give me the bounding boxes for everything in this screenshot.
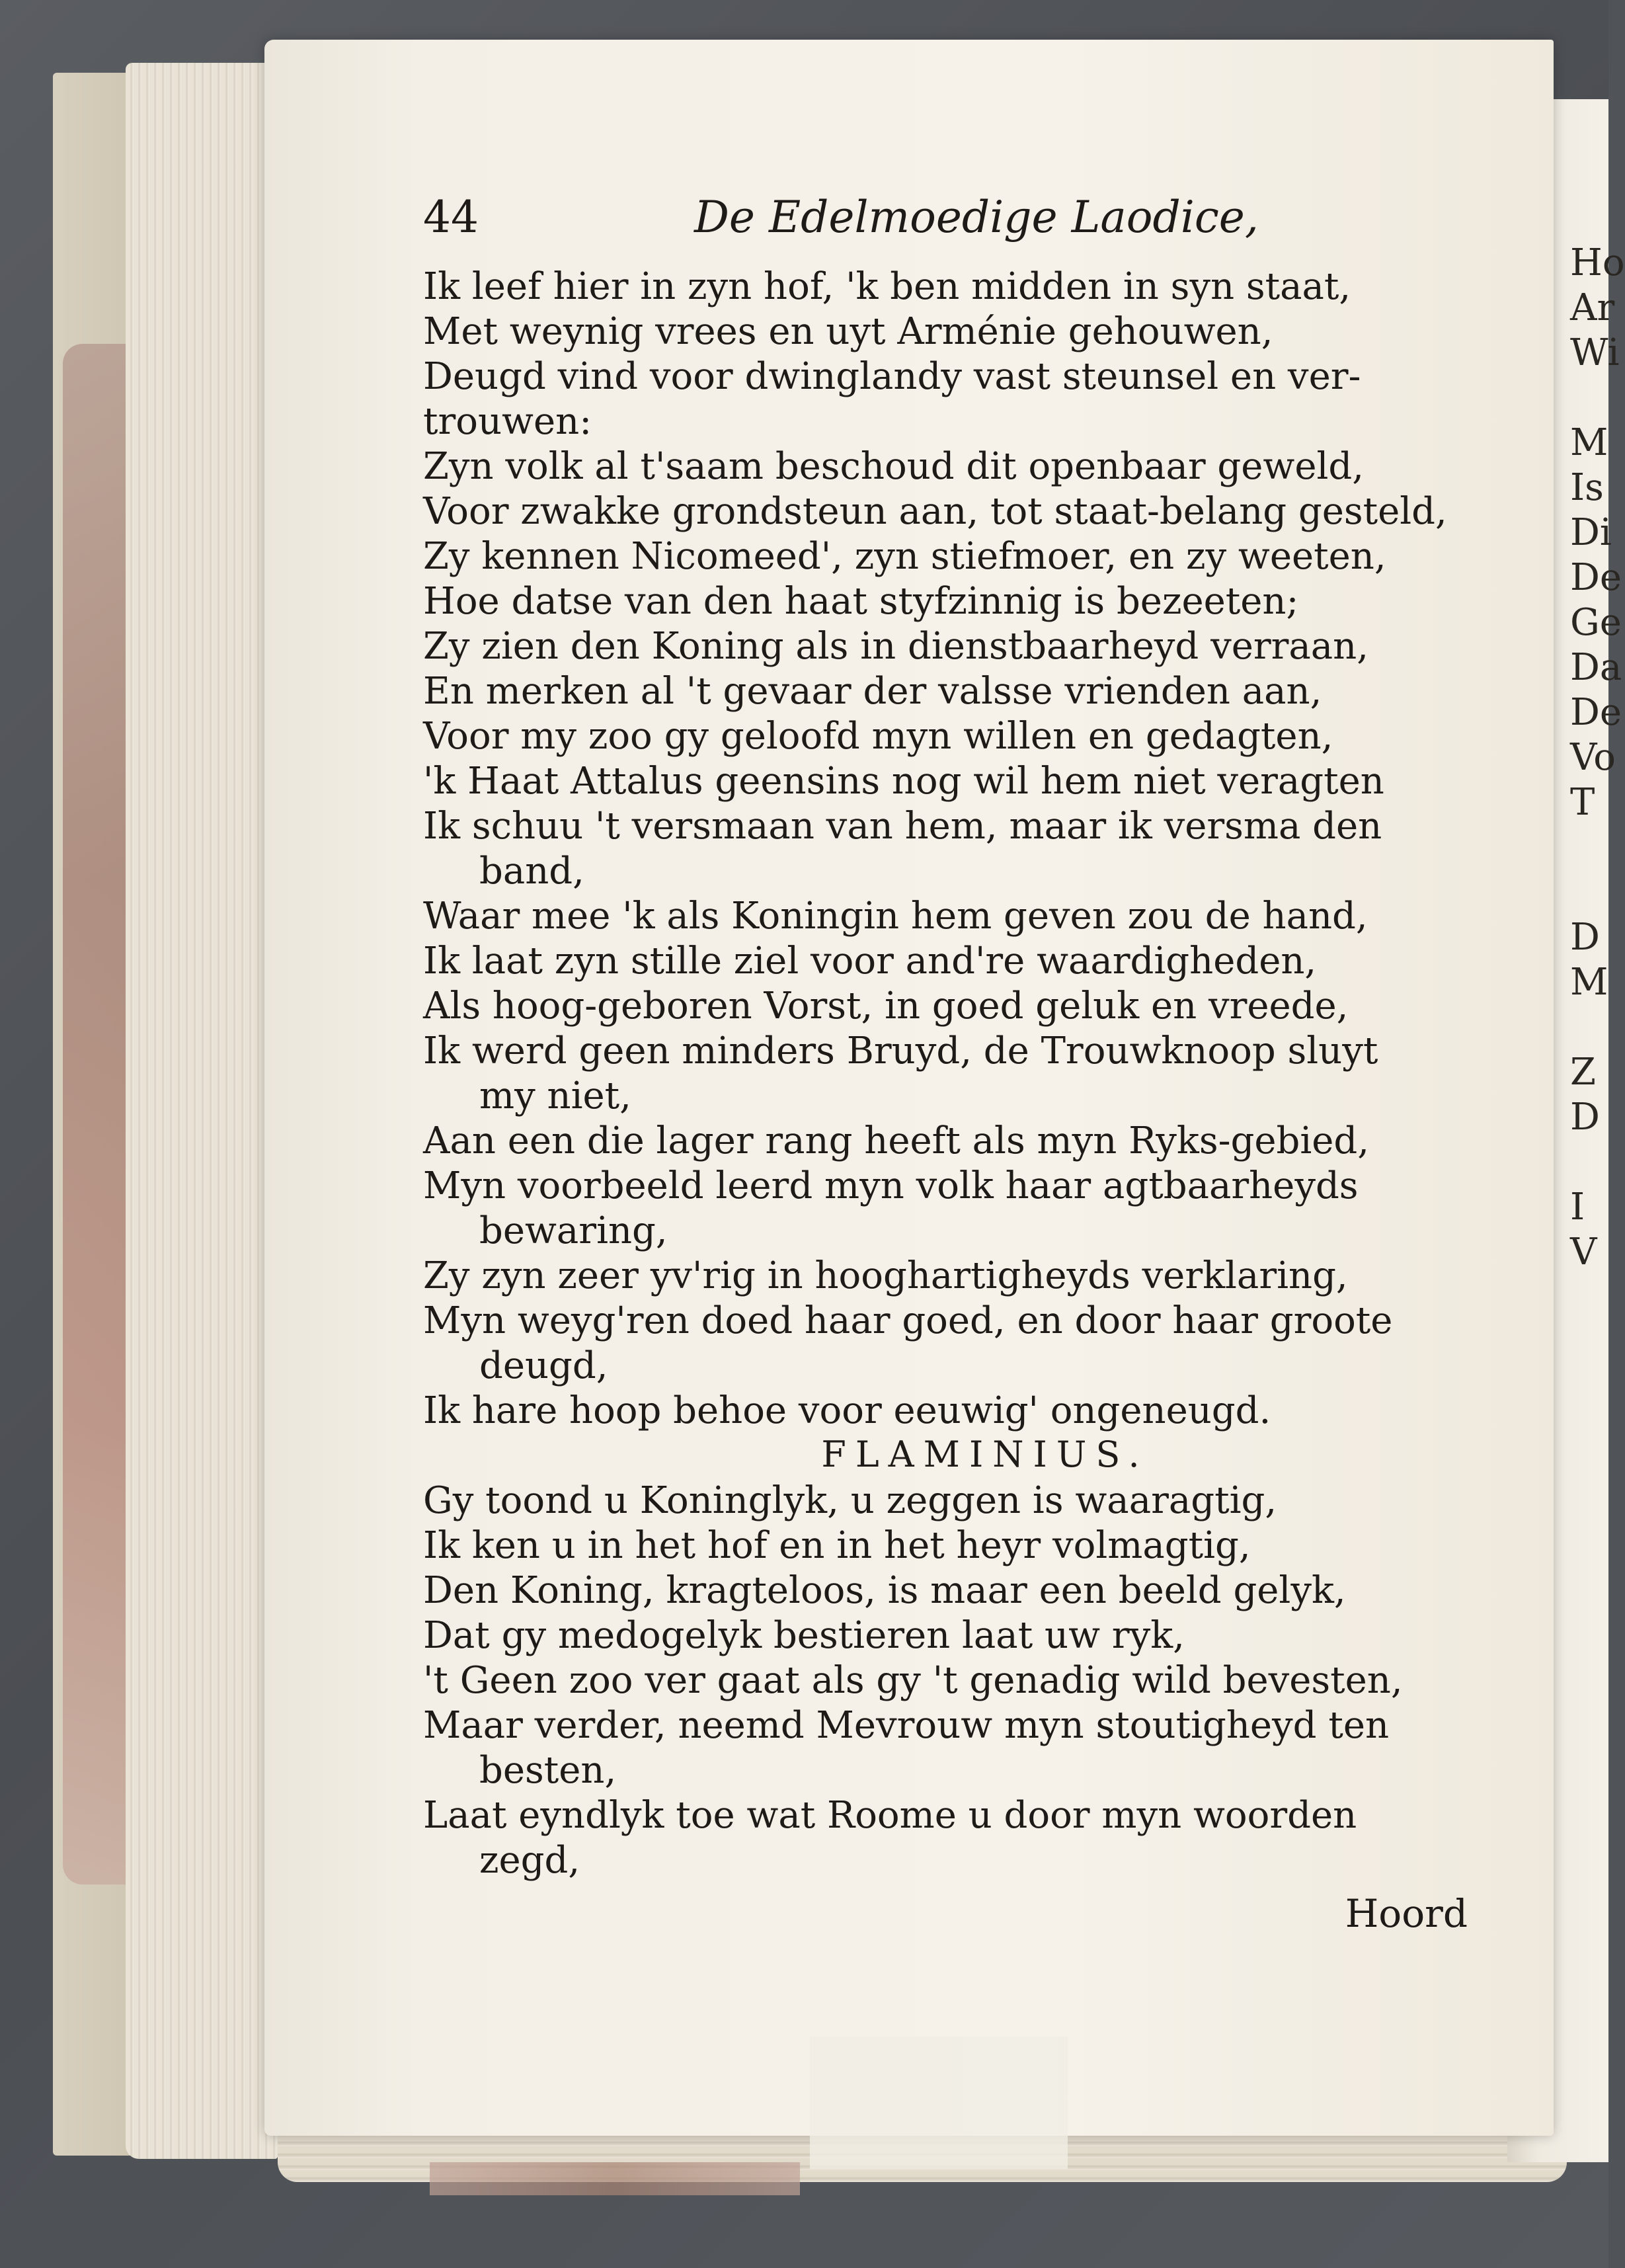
verse-line: Hoe datse van den haat styfzinnig is bezeeten; — [423, 580, 1299, 623]
verse-line: Myn voorbeeld leerd myn volk haar agtbaarheyds — [423, 1164, 1359, 1207]
page-content — [423, 192, 1468, 1936]
verse-block-laodice — [423, 264, 1468, 1434]
page-number: 44 — [423, 192, 479, 243]
facing-line: Da — [1570, 646, 1622, 689]
verse-line: Als hoog-geboren Vorst, in goed geluk en vreede, — [423, 985, 1349, 1028]
verse-line: Waar mee 'k als Koningin hem geven zou de hand, — [423, 895, 1368, 938]
facing-line — [1570, 874, 1608, 919]
verse-line: Ik schuu 't versmaan van hem, maar ik versma den — [423, 805, 1382, 848]
facing-line: Ho — [1570, 241, 1625, 284]
verse-line: Zyn volk al t'saam beschoud dit openbaar geweld, — [423, 445, 1365, 488]
bottom-stain — [430, 2162, 800, 2195]
facing-line: De — [1570, 556, 1622, 599]
verse-line: Deugd vind voor dwinglandy vast steunsel en ver- — [423, 355, 1361, 398]
running-head — [423, 192, 1468, 264]
verse-line: Den Koning, kragteloos, is maar een beeld gelyk, — [423, 1569, 1346, 1612]
verse-line: 'k Haat Attalus geensins nog wil hem niet veragten — [423, 760, 1384, 803]
verse-line: Zy kennen Nicomeed', zyn stiefmoer, en zy weeten, — [423, 535, 1386, 578]
facing-line: V — [1570, 1231, 1597, 1274]
verse-line: Laat eyndlyk toe wat Roome u door myn woorden — [423, 1794, 1357, 1837]
facing-line: I — [1570, 1186, 1585, 1229]
verse-line: Dat gy medogelyk bestieren laat uw ryk, — [423, 1614, 1185, 1657]
facing-line: M — [1570, 961, 1608, 1004]
facing-line: Di — [1570, 511, 1612, 554]
verse-line: Voor zwakke grondsteun aan, tot staat-belang gesteld, — [423, 490, 1447, 533]
verse-line: bewaring, — [479, 1209, 668, 1252]
facing-line — [1570, 1009, 1608, 1054]
verse-block-flaminius — [423, 1478, 1468, 1883]
running-title: De Edelmoedige Laodice, — [694, 192, 1259, 243]
verse-line: zegd, — [479, 1839, 580, 1882]
verse-line: deugd, — [479, 1344, 608, 1387]
verse-line: Gy toond u Koninglyk, u zeggen is waaragtig, — [423, 1479, 1277, 1522]
facing-line: M — [1570, 421, 1608, 464]
verse-line: my niet, — [479, 1074, 631, 1117]
facing-line: Ar — [1570, 286, 1615, 329]
verse-line: Voor my zoo gy geloofd myn willen en gedagten, — [423, 715, 1333, 758]
verse-line: Zy zien den Koning als in dienstbaarheyd verraan, — [423, 625, 1369, 668]
facing-line — [1570, 829, 1608, 874]
verse-line: Met weynig vrees en uyt Arménie gehouwen, — [423, 310, 1273, 353]
verse-line: besten, — [479, 1749, 617, 1792]
facing-line: D — [1570, 1096, 1600, 1139]
pale-patch — [810, 2037, 1068, 2169]
facing-page-text — [1570, 241, 1625, 1279]
verse-line: band, — [479, 850, 584, 893]
verse-line: Myn weyg'ren doed haar goed, en door haar groote — [423, 1299, 1393, 1342]
page-stack-edge — [126, 63, 278, 2159]
facing-line — [1570, 1144, 1608, 1189]
verse-line: Maar verder, neemd Mevrouw myn stoutigheyd ten — [423, 1704, 1390, 1747]
verse-line: Ik ken u in het hof en in het heyr volmagtig, — [423, 1524, 1251, 1567]
facing-line: Z — [1570, 1051, 1596, 1094]
facing-line: Ge — [1570, 601, 1622, 644]
verse-line: trouwen: — [423, 400, 592, 443]
verse-line: En merken al 't gevaar der valsse vrienden aan, — [423, 670, 1322, 713]
verse-line: Ik laat zyn stille ziel voor and're waardigheden, — [423, 940, 1317, 983]
facing-line: De — [1570, 691, 1622, 734]
facing-line: T — [1570, 781, 1595, 824]
speaker-name: FLAMINIUS. — [821, 1434, 1149, 1475]
verse-line: Aan een die lager rang heeft als myn Ryks-gebied, — [423, 1119, 1370, 1162]
verse-line: Zy zyn zeer yv'rig in hooghartigheyds verklaring, — [423, 1254, 1348, 1297]
facing-line — [1570, 380, 1608, 425]
verse-line: Ik hare hoop behoe voor eeuwig' ongeneugd. — [423, 1389, 1271, 1432]
verse-line: Ik leef hier in zyn hof, 'k ben midden in syn staat, — [423, 265, 1351, 308]
verse-line: 't Geen zoo ver gaat als gy 't genadig wild bevesten, — [423, 1659, 1403, 1702]
facing-line: D — [1570, 916, 1600, 959]
facing-line: Wi — [1570, 331, 1620, 374]
facing-line: Is — [1570, 466, 1604, 509]
verse-line: Ik werd geen minders Bruyd, de Trouwknoop sluyt — [423, 1030, 1378, 1073]
facing-line: Vo — [1570, 736, 1616, 779]
catchword: Hoord — [1345, 1891, 1468, 1936]
